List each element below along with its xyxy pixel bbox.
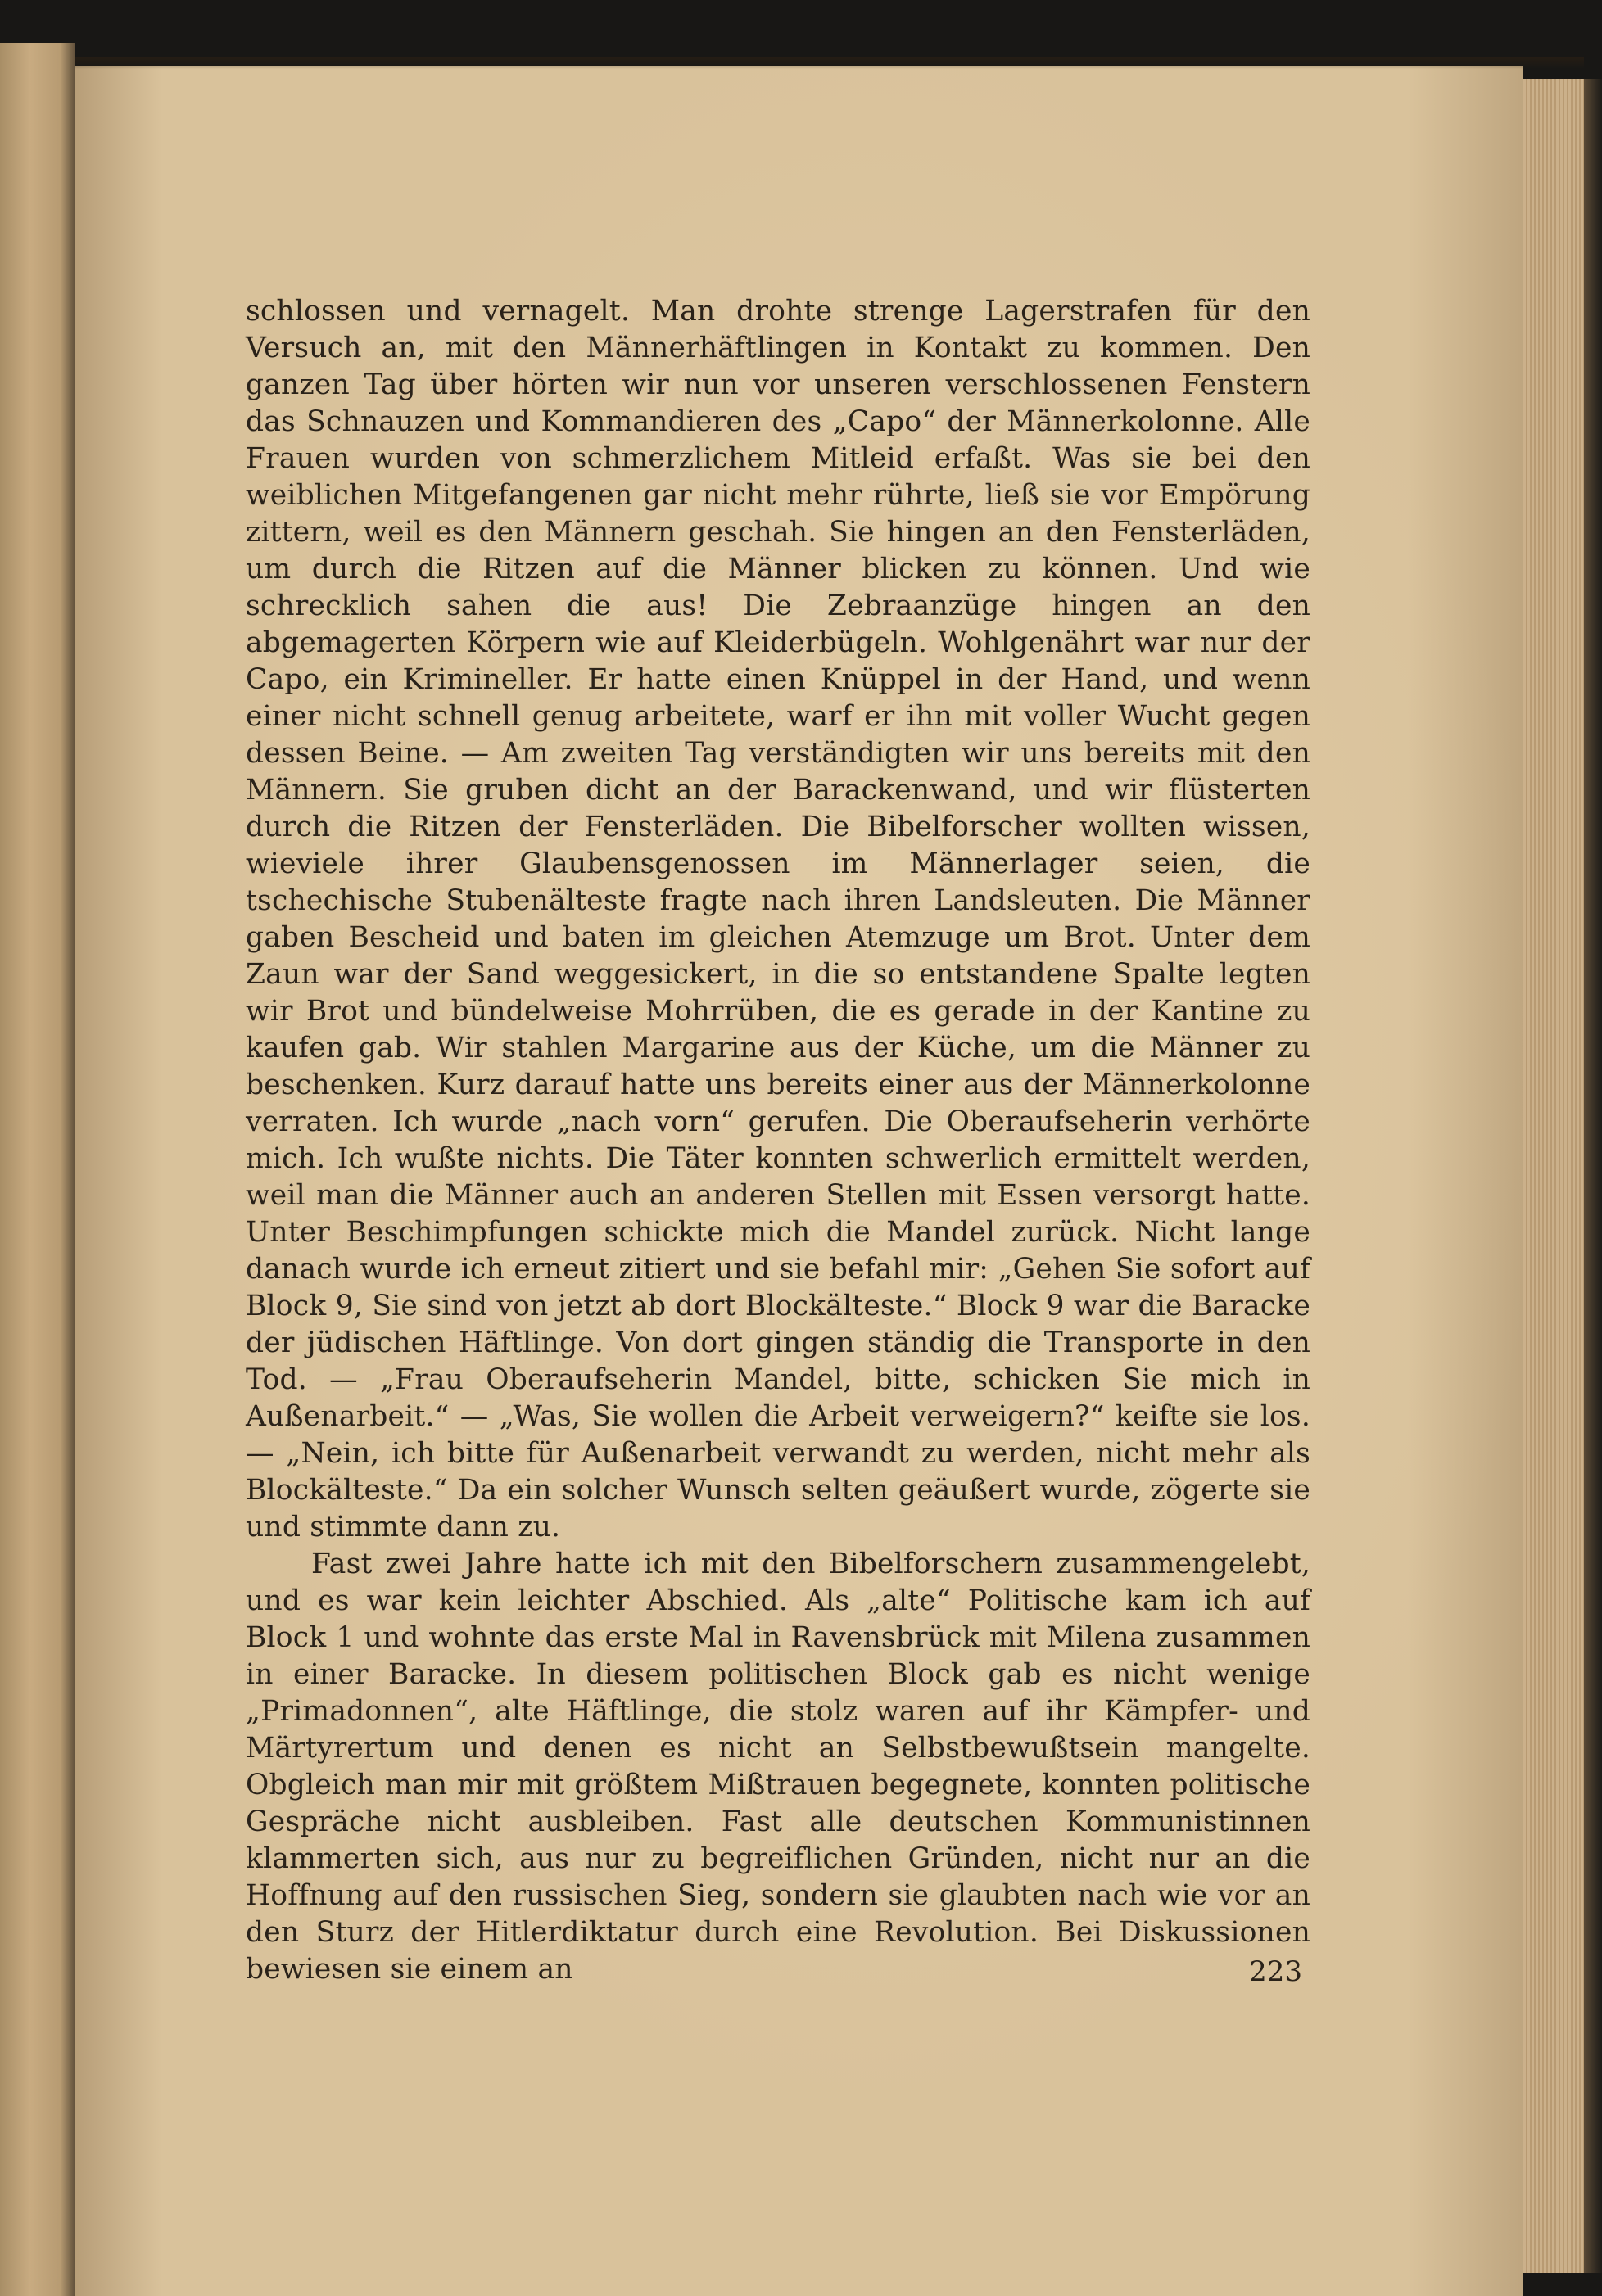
body-text [246,293,1310,1988]
previous-page-edge [0,43,75,2296]
page-number: 223 [1249,1955,1302,1988]
page-top-shadow [75,57,1584,69]
page-edge-stack [1523,79,1584,2273]
paragraph: Fast zwei Jahre hatte ich mit den Bibelforschern zusammengelebt, und es war kein leichter Abschied. Als „alte“ Politische kam ich auf Block 1 und wohnte das erste Mal in Ravensbrück mit Milena zusammen in einer Baracke. In diesem politischen Block gab es nicht wenige „Primadonnen“, alte Häftlinge, die stolz waren auf ihr Kämpfer- und Märtyrertum und denen es nicht an Selbstbewußtsein mangelte. Obgleich man mir mit größtem Mißtrauen begegnete, konnten politische Gespräche nicht ausbleiben. Fast alle deutschen Kommunistinnen klammerten sich, aus nur zu begreiflichen Gründen, nicht nur an die Hoffnung auf den russischen Sieg, sondern sie glaubten nach wie vor an den Sturz der Hitlerdiktatur durch eine Revolution. Bei Diskussionen bewiesen sie einem an [246,1548,1310,1986]
paragraph: schlossen und vernagelt. Man drohte strenge Lagerstrafen für den Versuch an, mit den Männerhäftlingen in Kontakt zu kommen. Den ganzen Tag über hörten wir nun vor unseren verschlossenen Fenstern das Schnauzen und Kommandieren des „Capo“ der Männerkolonne. Alle Frauen wurden von schmerzlichem Mitleid erfaßt. Was sie bei den weiblichen Mitgefangenen gar nicht mehr rührte, ließ sie vor Empörung zittern, weil es den Männern geschah. Sie hingen an den Fensterläden, um durch die Ritzen auf die Männer blicken zu können. Und wie schrecklich sahen die aus! Die Zebraanzüge hingen an den abgemagerten Körpern wie auf Kleiderbügeln. Wohlgenährt war nur der Capo, ein Krimineller. Er hatte einen Knüppel in der Hand, und wenn einer nicht schnell genug arbeitete, warf er ihn mit voller Wucht gegen dessen Beine. — Am zweiten Tag verständigten wir uns bereits mit den Männern. Sie gruben dicht an der Barackenwand, und wir flüsterten durch die Ritzen der Fensterläden. Die Bibelforscher wollten wissen, wieviele ihrer Glaubensgenossen im Männerlager seien, die tschechische Stubenälteste fragte nach ihren Landsleuten. Die Männer gaben Bescheid und baten im gleichen Atemzuge um Brot. Unter dem Zaun war der Sand weggesickert, in die so entstandene Spalte legten wir Brot und bündelweise Mohrrüben, die es gerade in der Kantine zu kaufen gab. Wir stahlen Margarine aus der Küche, um die Männer zu beschenken. Kurz darauf hatte uns bereits einer aus der Männerkolonne verraten. Ich wurde „nach vorn“ gerufen. Die Oberaufseherin verhörte mich. Ich wußte nichts. Die Täter konnten schwerlich ermittelt werden, weil man die Männer auch an anderen Stellen mit Essen versorgt hatte. Unter Beschimpfungen schickte mich die Mandel zurück. Nicht lange danach wurde ich erneut zitiert und sie befahl mir: „Gehen Sie sofort auf Block 9, Sie sind von jetzt ab dort Blockälteste.“ Block 9 war die Baracke der jüdischen Häftlinge. Von dort gingen ständig die Transporte in den Tod. — „Frau Oberaufseherin Mandel, bitte, schicken Sie mich in Außenarbeit.“ — „Was, Sie wollen die Arbeit verweigern?“ keifte sie los. — „Nein, ich bitte für Außenarbeit verwandt zu werden, nicht mehr als Blockälteste.“ Da ein solcher Wunsch selten geäußert wurde, zögerte sie und stimmte dann zu. [246,295,1310,1543]
page-edge-shadow [1584,79,1602,2273]
